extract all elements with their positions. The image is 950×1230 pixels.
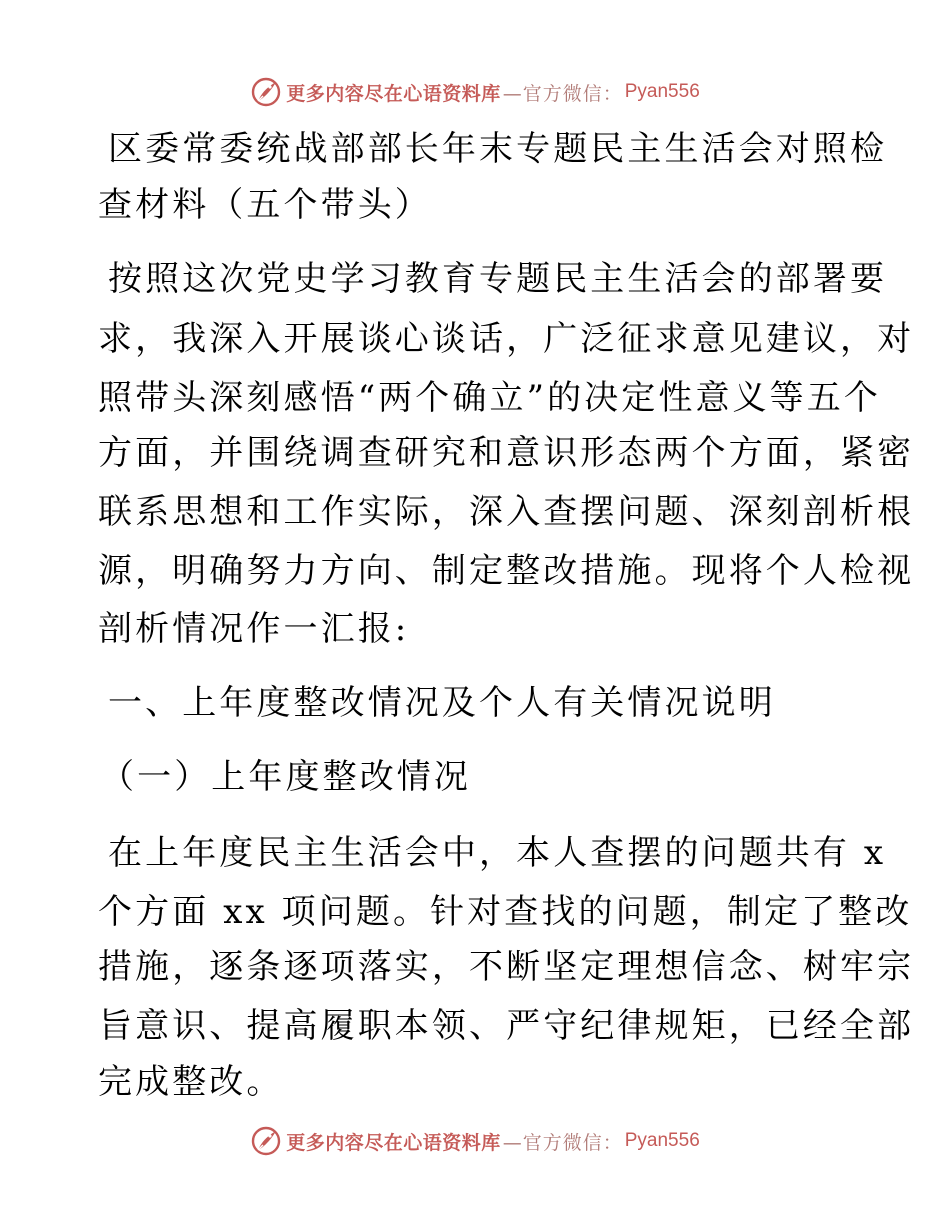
watermark-banner-bottom — [0, 1121, 950, 1161]
paragraph-line: 在上年度民主生活会中，本人查摆的问题共有 x — [108, 833, 887, 873]
watermark-brand: 更多内容尽在心语资料库 — [286, 1131, 501, 1154]
feather-pen-logo-icon — [250, 76, 282, 108]
watermark-contact: Pyan556 — [624, 81, 700, 102]
paragraph-line: 按照这次党史学习教育专题民主生活会的部署要 — [108, 259, 888, 299]
watermark-brand: 更多内容尽在心语资料库 — [286, 82, 501, 105]
watermark-label: —官方微信： — [502, 82, 623, 105]
paragraph-line: 求，我深入开展谈心谈话，广泛征求意见建议，对 — [98, 319, 915, 359]
paragraph-line: 源，明确努力方向、制定整改措施。现将个人检视 — [98, 551, 915, 591]
paragraph-line: 剖析情况作一汇报: — [98, 609, 410, 649]
watermark-banner-top — [0, 72, 950, 112]
paragraph-line: 个方面 xx 项问题。针对查找的问题，制定了整改 — [98, 892, 913, 932]
section-heading: 一、上年度整改情况及个人有关情况说明 — [108, 683, 776, 723]
title-line: 查材料（五个带头） — [98, 185, 432, 225]
subsection-heading: （一）上年度整改情况 — [100, 757, 471, 797]
paragraph-line: 旨意识、提高履职本领、严守纪律规矩，已经全部 — [98, 1006, 915, 1046]
watermark-label: —官方微信： — [502, 1131, 623, 1154]
paragraph-line: 方面，并围绕调查研究和意识形态两个方面，紧密 — [98, 433, 915, 473]
paragraph-line: 措施，逐条逐项落实，不断坚定理想信念、树牢宗 — [98, 947, 915, 987]
paragraph-line: 联系思想和工作实际，深入查摆问题、深刻剖析根 — [98, 492, 915, 532]
title-line: 区委常委统战部部长年末专题民主生活会对照检 — [108, 129, 888, 169]
paragraph-line: 完成整改。 — [98, 1062, 284, 1102]
watermark-contact: Pyan556 — [624, 1130, 700, 1151]
feather-pen-logo-icon — [250, 1125, 282, 1157]
paragraph-line: 照带头深刻感悟“两个确立”的决定性意义等五个 — [98, 378, 881, 418]
